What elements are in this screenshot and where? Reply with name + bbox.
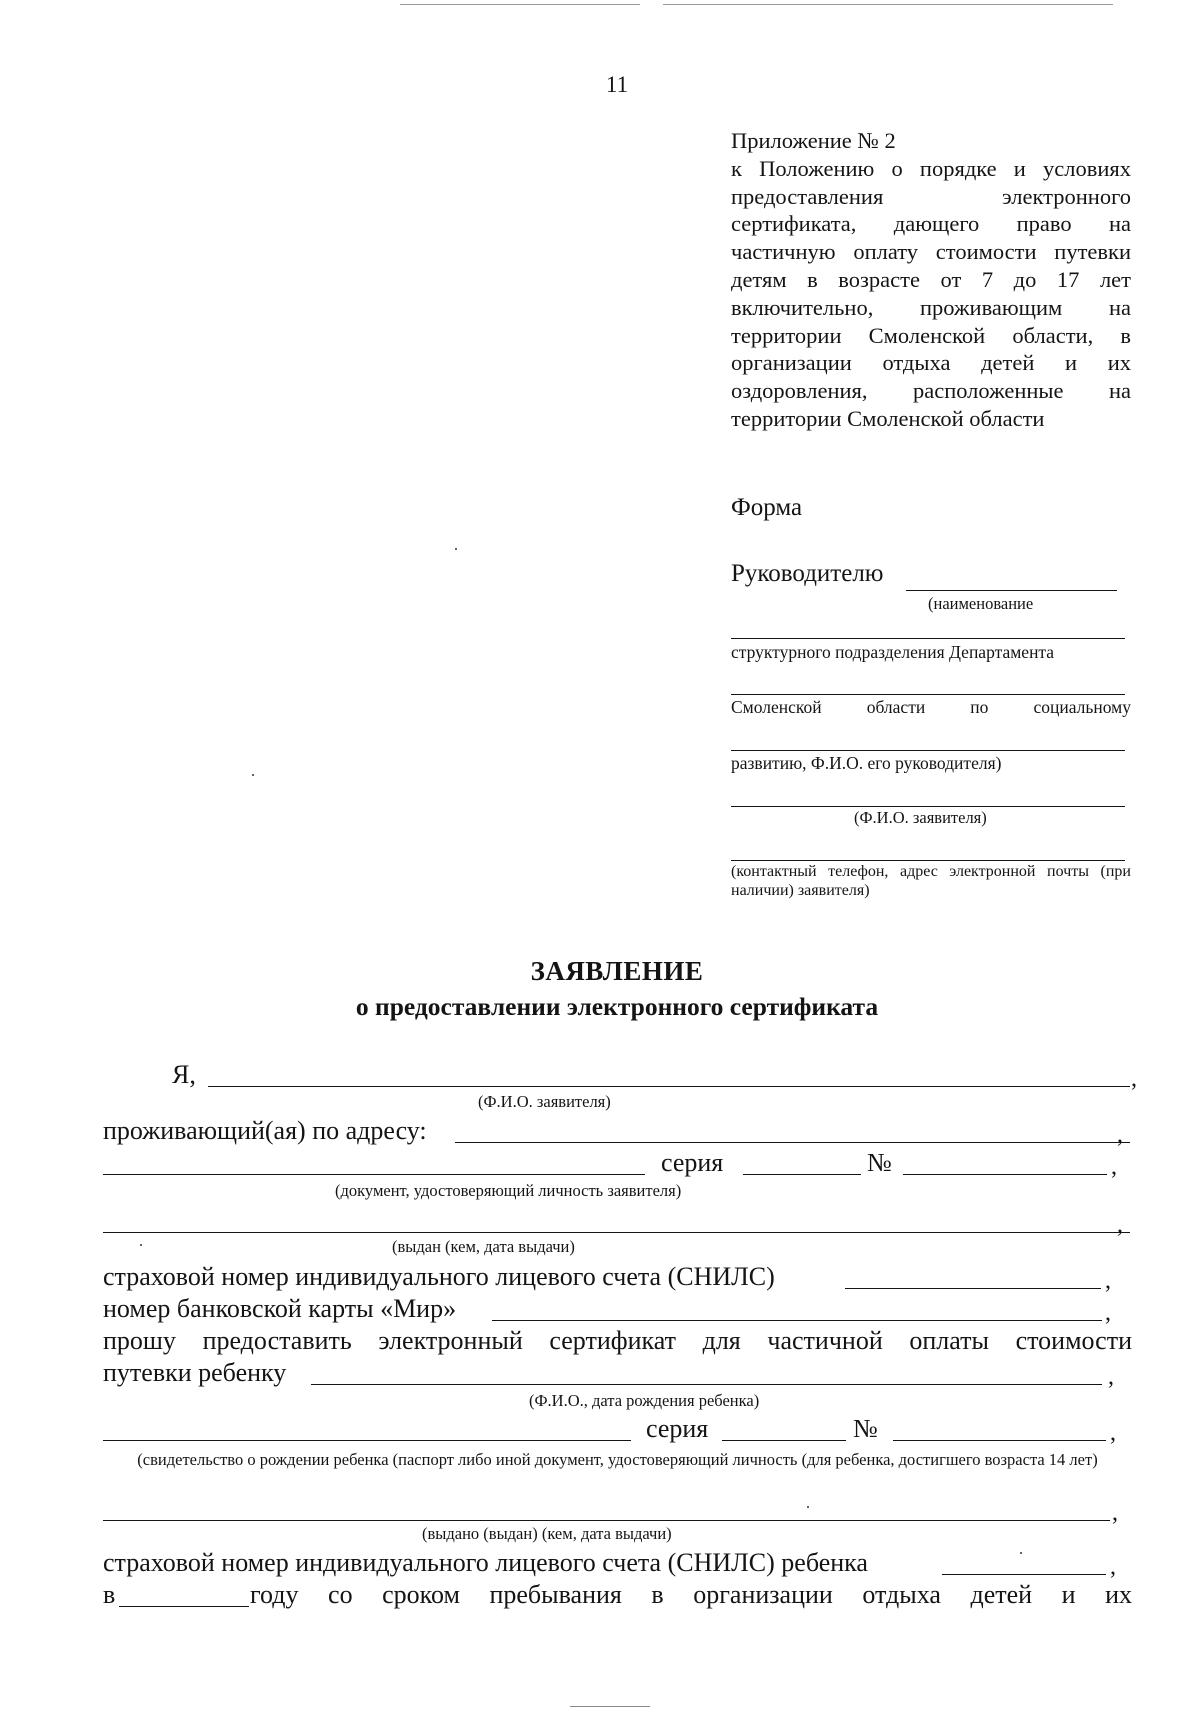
document-subtitle: о предоставлении электронного сертификата [355, 992, 879, 1021]
id-series-line[interactable] [743, 1174, 861, 1175]
applicant-contact-line[interactable] [731, 860, 1125, 861]
addressee-line-3[interactable] [731, 694, 1125, 695]
stay-text: году со сроком пребывания в организации отдыха детей и их [250, 1580, 1132, 1609]
applicant-fullname-caption: (Ф.И.О. заявителя) [478, 1092, 611, 1111]
comma: , [1131, 1066, 1137, 1092]
scan-speck [140, 1244, 142, 1246]
year-line[interactable] [119, 1606, 249, 1607]
id-document-line[interactable] [103, 1174, 645, 1175]
applicant-fullname-line[interactable] [208, 1086, 1130, 1087]
id-document-caption: (документ, удостоверяющий личность заявителя) [335, 1181, 682, 1200]
id-issued-line[interactable] [103, 1232, 1130, 1233]
child-series-line[interactable] [722, 1440, 846, 1441]
form-label: Форма [731, 494, 803, 521]
addressee-text-2: структурного подразделения Департамента [731, 642, 1055, 662]
child-issued-line[interactable] [103, 1520, 1110, 1521]
page-number: 11 [605, 72, 629, 97]
comma: , [1117, 1122, 1123, 1148]
addressee-text-4: развитию, Ф.И.О. его руководителя) [731, 753, 1002, 773]
child-issued-caption: (выдано (выдан) (кем, дата выдачи) [422, 1524, 672, 1543]
appendix-title: Приложение № 2 [731, 128, 896, 153]
series-label: серия [661, 1148, 724, 1177]
scan-speck [1020, 1552, 1022, 1554]
id-number-line[interactable] [903, 1174, 1107, 1175]
id-issued-caption: (выдан (кем, дата выдачи) [392, 1237, 575, 1256]
applicant-contact-caption: (контактный телефон, адрес электронной почты (при наличии) заявителя) [731, 863, 1131, 899]
request-text: прошу предоставить электронный сертификат для частичной оплаты стоимости [103, 1326, 1132, 1355]
address-label: проживающий(ая) по адресу: [103, 1116, 427, 1145]
address-line[interactable] [455, 1142, 1130, 1143]
child-document-line[interactable] [103, 1440, 631, 1441]
scan-speck [252, 774, 254, 776]
bank-card-line[interactable] [492, 1320, 1102, 1321]
comma: , [1117, 1212, 1123, 1238]
appendix-text: к Положению о порядке и условиях предоставления электронного сертификата, дающего право на частичную оплату стоимости путевки детям в возрасте от 7 до 17 лет включительно, проживающим на территории Смоленской области, в организации отдыха детей и их оздоровления, расположенные на территории Смоленской области [731, 155, 1131, 431]
series-label: серия [646, 1414, 709, 1443]
appendix-block [731, 127, 1131, 433]
addressee-line-2[interactable] [731, 638, 1125, 639]
number-label: № [867, 1148, 892, 1177]
comma: , [1111, 1154, 1117, 1180]
i-label: Я, [172, 1060, 196, 1089]
applicant-name-line[interactable] [731, 806, 1125, 807]
comma: , [1108, 1364, 1114, 1390]
scan-speck [807, 1506, 809, 1508]
scan-artifact-bottom [570, 1706, 650, 1707]
year-prefix: в [103, 1580, 116, 1609]
bank-card-label: номер банковской карты «Мир» [103, 1294, 457, 1323]
addressee-head-word: Руководителю [731, 560, 884, 587]
addressee-line-4[interactable] [731, 750, 1125, 751]
comma: , [1110, 1554, 1116, 1580]
child-name-line[interactable] [311, 1384, 1102, 1385]
addressee-text-3: Смоленской области по социальному [731, 697, 1131, 717]
comma: , [1105, 1268, 1111, 1294]
document-title: ЗАЯВЛЕНИЕ [530, 956, 704, 986]
applicant-name-caption: (Ф.И.О. заявителя) [854, 808, 987, 827]
child-name-caption: (Ф.И.О., дата рождения ребенка) [529, 1391, 760, 1410]
number-label: № [853, 1414, 878, 1443]
scan-artifact-top [400, 4, 640, 5]
snils-label: страховой номер индивидуального лицевого счета (СНИЛС) [103, 1262, 775, 1291]
child-number-line[interactable] [893, 1440, 1106, 1441]
scan-speck [455, 548, 457, 550]
child-label: путевки ребенку [103, 1358, 287, 1387]
child-snils-label: страховой номер индивидуального лицевого счета (СНИЛС) ребенка [103, 1548, 868, 1577]
snils-line[interactable] [845, 1288, 1101, 1289]
scan-artifact-top [663, 4, 1113, 5]
comma: , [1112, 1500, 1118, 1526]
child-document-caption: (свидетельство о рождении ребенка (паспорт либо иной документ, удостоверяющий личность (для ребенка, достигшего возраста 14 лет) [137, 1450, 1098, 1469]
comma: , [1105, 1300, 1111, 1326]
child-snils-line[interactable] [942, 1574, 1106, 1575]
addressee-name-line[interactable] [906, 590, 1117, 591]
comma: , [1110, 1420, 1116, 1446]
addressee-name-caption: (наименование [928, 594, 1034, 613]
